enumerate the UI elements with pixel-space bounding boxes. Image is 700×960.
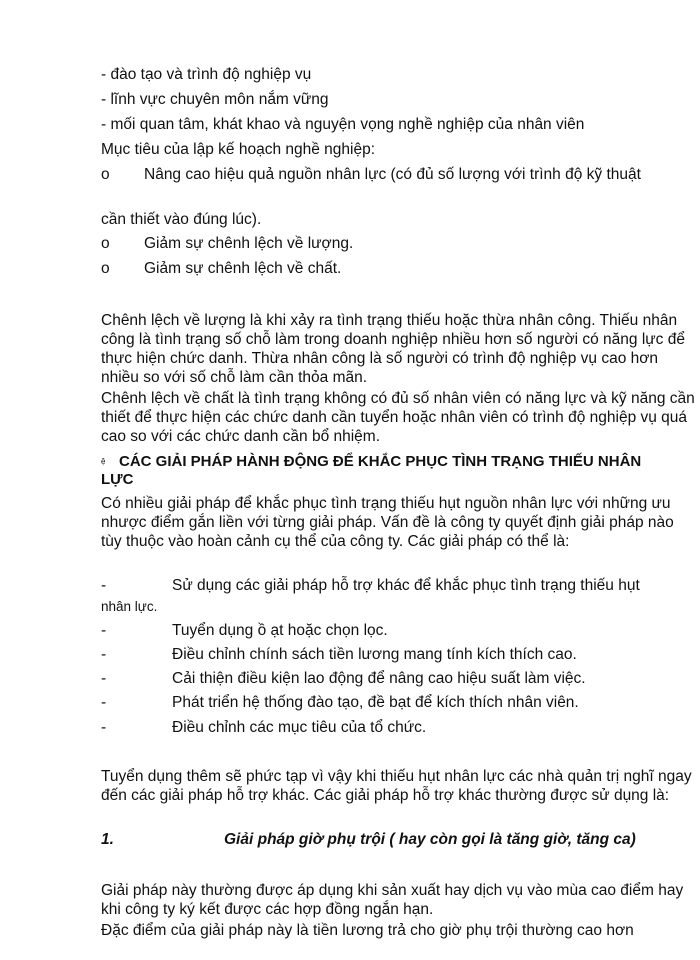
quantity-gap-paragraph: Chênh lệch về lượng là khi xảy ra tình trạng thiếu hoặc thừa nhân công. Thiếu nhân công là tình trạng số chỗ làm trong doanh nghiệp nhiều hơn số người có năng lực để thực hiện chức danh. Thừa nhân công là số người có trình độ nghiệp vụ cao hơn nhiều so với số chỗ làm cần thỏa mãn. (101, 312, 685, 386)
solution-item (101, 622, 388, 640)
dash-bullet-icon: - (101, 694, 107, 711)
heading-bullet-icon: ệ (101, 457, 106, 467)
dash-bullet-icon: - (101, 719, 107, 736)
objectives-title: Mục tiêu của lập kế hoạch nghề nghiệp: (101, 141, 376, 158)
solution-text: Điều chỉnh chính sách tiền lương mang tính kích thích cao. (172, 646, 577, 663)
dash-bullet-icon: - (101, 670, 107, 687)
solutions-intro-paragraph: Có nhiều giải pháp để khắc phục tình trạng thiếu hụt nguồn nhân lực với những ưu nhược điểm gắn liền với từng giải pháp. Vấn đề là công ty quyết định giải pháp nào tùy thuộc vào hoàn cảnh cụ thể của công ty. Các giải pháp có thể là: (101, 495, 674, 550)
solution-text: Phát triển hệ thống đào tạo, đề bạt để kích thích nhân viên. (172, 694, 579, 711)
section-heading-text: CÁC GIẢI PHÁP HÀNH ĐỘNG ĐỂ KHẮC PHỤC TÌNH TRẠNG THIẾU NHÂN LỰC (101, 453, 642, 489)
objective-item (101, 166, 641, 184)
solution-item (101, 646, 577, 664)
intro-list-item: - mối quan tâm, khát khao và nguyện vọng nghề nghiệp của nhân viên (101, 116, 585, 133)
dash-bullet-icon: - (101, 577, 107, 594)
solution-text: Sử dụng các giải pháp hỗ trợ khác để khắc phục tình trạng thiếu hụt (172, 577, 640, 594)
intro-list-item: - đào tạo và trình độ nghiệp vụ (101, 66, 312, 83)
dash-bullet-icon: - (101, 646, 107, 663)
solution-item (101, 577, 640, 595)
heading-number: 1. (101, 831, 114, 848)
objective-continuation: cần thiết vào đúng lúc). (101, 211, 262, 228)
objective-item (101, 235, 353, 253)
solution-text: Điều chỉnh các mục tiêu của tổ chức. (172, 719, 427, 736)
numbered-heading (101, 831, 636, 849)
bullet-o-icon: o (101, 166, 110, 183)
overtime-paragraph: Đặc điểm của giải pháp này là tiền lương trả cho giờ phụ trội thường cao hơn (101, 922, 634, 939)
solution-item (101, 719, 426, 737)
quality-gap-paragraph: Chênh lệch về chất là tình trạng không có đủ số nhân viên có năng lực và kỹ năng cần thiết để thực hiện các chức danh cần tuyển hoặc nhân viên có trình độ nghiệp vụ quá cao so với các chức danh cần bổ nhiệm. (101, 390, 695, 445)
objective-text: Giảm sự chênh lệch về lượng. (144, 235, 354, 252)
numbered-heading-text: Giải pháp giờ phụ trội ( hay còn gọi là tăng giờ, tăng ca) (224, 831, 636, 848)
solution-text: Tuyển dụng ồ ạt hoặc chọn lọc. (172, 622, 388, 639)
objective-item (101, 260, 341, 278)
objective-text: Giảm sự chênh lệch về chất. (144, 260, 342, 277)
objective-text: Nâng cao hiệu quả nguồn nhân lực (có đủ số lượng với trình độ kỹ thuật (144, 166, 641, 183)
support-intro-paragraph: Tuyển dụng thêm sẽ phức tạp vì vậy khi thiếu hụt nhân lực các nhà quản trị nghĩ ngay đến các giải pháp hỗ trợ khác. Các giải pháp hỗ trợ khác thường được sử dụng là: (101, 768, 692, 804)
solution-item (101, 670, 586, 688)
dash-bullet-icon: - (101, 622, 107, 639)
solution-text: Cải thiện điều kiện lao động để nâng cao hiệu suất làm việc. (172, 670, 586, 687)
bullet-o-icon: o (101, 260, 110, 277)
section-heading (101, 453, 661, 489)
solution-continuation: nhân lực. (101, 599, 158, 614)
intro-list-item: - lĩnh vực chuyên môn nắm vững (101, 91, 329, 108)
solution-item (101, 694, 579, 712)
bullet-o-icon: o (101, 235, 110, 252)
overtime-paragraph: Giải pháp này thường được áp dụng khi sản xuất hay dịch vụ vào mùa cao điểm hay khi công ty ký kết được các hợp đồng ngắn hạn. (101, 882, 684, 918)
